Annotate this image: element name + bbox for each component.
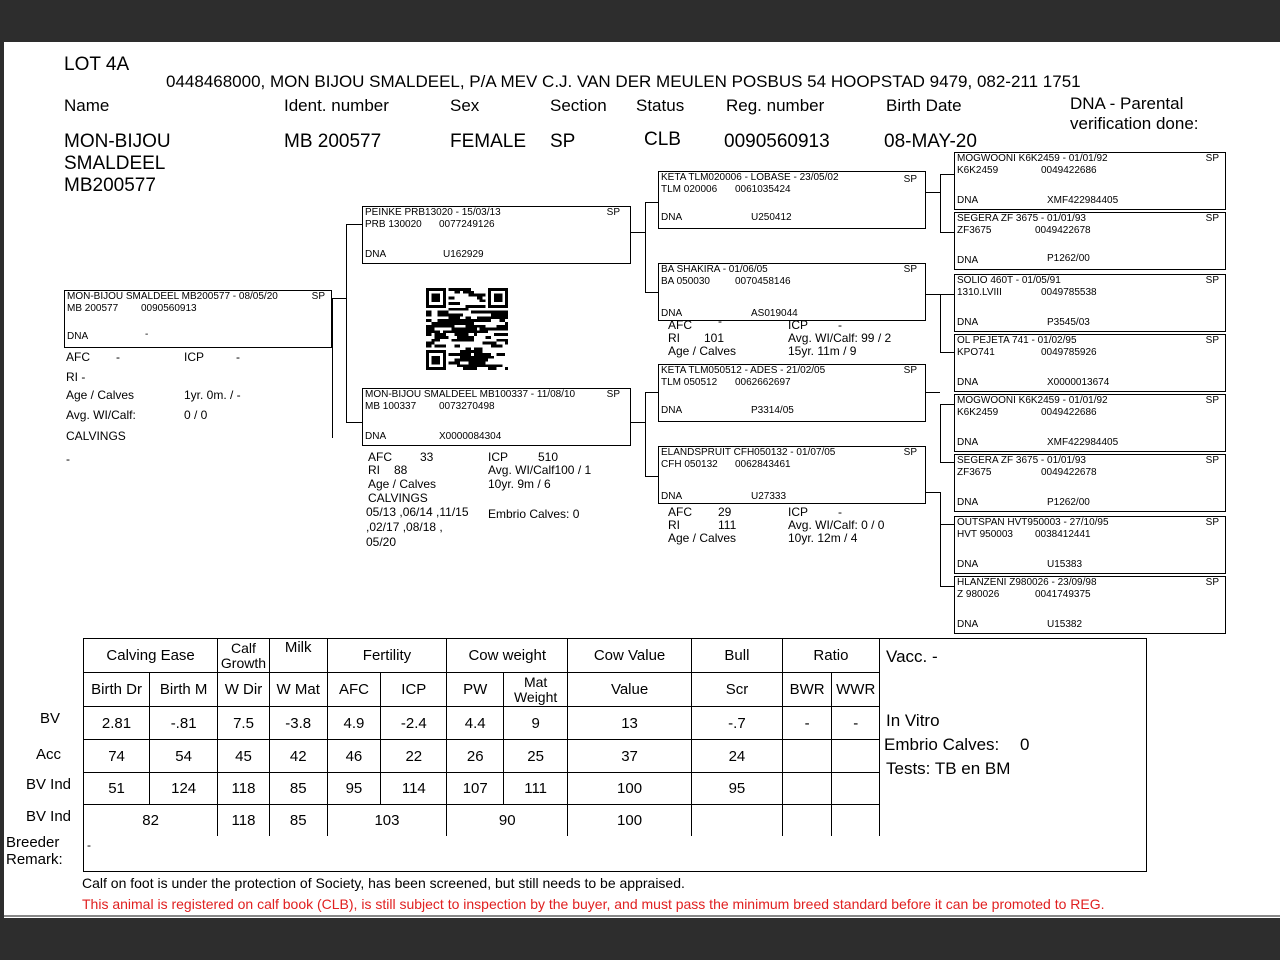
sire-reg: 0077249126 [439, 219, 495, 230]
cell: 74 [84, 740, 150, 773]
in-vitro-label: In Vitro [886, 711, 940, 730]
gp2-age-value: 15yr. 11m / 9 [788, 344, 857, 358]
cell [832, 740, 880, 773]
cell: 95 [327, 773, 381, 805]
great-grandparent-box-5 [954, 394, 1226, 452]
subject-avg-value: 0 / 0 [184, 408, 208, 422]
col-wwr: WWR [832, 673, 880, 707]
col-w-mat: W Mat [269, 673, 327, 707]
dam-dna-label: DNA [365, 431, 387, 442]
tests-label: Tests: TB en BM [886, 759, 1011, 778]
great-grandparent-box-8 [954, 576, 1226, 634]
connector [940, 174, 954, 175]
ggp3-ident: 1310.LVIII [957, 287, 1002, 298]
group-bull: Bull [692, 639, 783, 673]
ggp2-line1: SEGERA ZF 3675 - 01/01/93 [957, 213, 1086, 224]
gp4-ri-label: RI [668, 518, 680, 532]
ggp3-dna-label: DNA [957, 317, 979, 328]
cell: 100 [568, 773, 692, 805]
col-birth-dr: Birth Dr [84, 673, 150, 707]
subject-afc-label: AFC [66, 350, 90, 364]
animal-ident: MB 200577 [284, 131, 382, 152]
cell: 42 [269, 740, 327, 773]
gp1-reg: 0061035424 [735, 184, 791, 195]
cell: - [832, 707, 880, 740]
gp4-age-label: Age / Calves [668, 531, 737, 545]
gp4-afc-value: 29 [718, 505, 732, 519]
col-pw: PW [447, 673, 504, 707]
dam-calvings-1: 05/13 ,06/14 ,11/15 [366, 505, 469, 519]
sire-dna-label: DNA [365, 249, 387, 260]
ggp6-ident: ZF3675 [957, 467, 992, 478]
embrio-calves-value: 0 [1020, 735, 1030, 754]
label-status: Status [636, 96, 685, 115]
subject-reg: 0090560913 [141, 303, 197, 314]
row-bv [84, 707, 880, 740]
animal-sex: FEMALE [450, 131, 527, 152]
label-ident: Ident. number [284, 96, 389, 115]
vacc-label: Vacc. - [886, 647, 938, 666]
dam-box [362, 388, 631, 446]
gp3-line1: KETA TLM050512 - ADES - 21/02/05 [661, 365, 826, 376]
row-label-acc: Acc [36, 746, 62, 763]
dam-icp-label: ICP [488, 450, 509, 464]
great-grandparent-box-6 [954, 454, 1226, 512]
row-bv-ind-2 [84, 805, 880, 837]
gp3-ident: TLM 050512 [661, 377, 718, 388]
breeder-remark-value: - [87, 838, 91, 852]
cell: 107 [447, 773, 504, 805]
sire-box [362, 206, 631, 264]
group-calving-ease: Calving Ease [84, 639, 218, 673]
group-cow-weight: Cow weight [447, 639, 568, 673]
connector [926, 192, 940, 193]
gp4-line1: ELANDSPRUIT CFH050132 - 01/07/05 [661, 447, 836, 458]
cell: 45 [218, 740, 270, 773]
ggp5-dna-label: DNA [957, 437, 979, 448]
connector [940, 586, 954, 587]
group-calf-growth [218, 639, 270, 673]
label-birth: Birth Date [886, 96, 962, 115]
connector [645, 202, 646, 292]
connector [332, 298, 346, 299]
gp4-ident: CFH 050132 [661, 459, 718, 470]
gp4-afc-label: AFC [668, 505, 692, 519]
cell: 54 [150, 740, 218, 773]
ggp3-line1: SOLIO 460T - 01/05/91 [957, 275, 1061, 286]
cell: -2.4 [381, 707, 447, 740]
animal-name-2: SMALDEEL [64, 153, 166, 174]
label-sex: Sex [450, 96, 480, 115]
grandparent-box-1 [658, 171, 926, 229]
gp3-dna-label: DNA [661, 405, 683, 416]
col-scr: Scr [692, 673, 783, 707]
dam-calvings-3: 05/20 [366, 535, 397, 549]
qr-code-icon [424, 288, 510, 370]
sire-line1: PEINKE PRB13020 - 15/03/13 [365, 207, 501, 218]
gp1-ident: TLM 020006 [661, 184, 718, 195]
ggp5-ident: K6K2459 [957, 407, 999, 418]
vacc-box [880, 638, 1147, 838]
ggp7-reg: 0038412441 [1035, 529, 1091, 540]
cell [832, 773, 880, 805]
row-label-bv: BV [40, 710, 61, 727]
cell [782, 740, 832, 773]
ggp1-ident: K6K2459 [957, 165, 999, 176]
ggp5-dna-value: XMF422984405 [1047, 437, 1119, 448]
ggp1-dna-label: DNA [957, 195, 979, 206]
breeder-label-1: Breeder [6, 834, 60, 851]
row-label-bv-ind-2: BV Ind [26, 808, 72, 825]
gp2-ri-label: RI [668, 331, 680, 345]
cell: 118 [218, 805, 270, 837]
group-milk: Milk [269, 639, 327, 673]
dam-afc-label: AFC [368, 450, 392, 464]
ggp7-dna-value: U15383 [1047, 559, 1083, 570]
connector [926, 492, 940, 493]
gp1-dna-label: DNA [661, 212, 683, 223]
ggp6-reg: 0049422678 [1041, 467, 1097, 478]
connector [940, 404, 954, 405]
ggp1-sp: SP [1205, 153, 1219, 164]
dam-afc-value: 33 [420, 450, 434, 464]
ggp4-ident: KPO741 [957, 347, 995, 358]
label-dna-2: verification done: [1070, 114, 1199, 133]
animal-section: SP [550, 131, 576, 152]
ggp8-sp: SP [1205, 577, 1219, 588]
ggp2-ident: ZF3675 [957, 225, 992, 236]
subject-afc-value: - [116, 350, 120, 364]
gp4-dna-label: DNA [661, 491, 683, 502]
ggp6-line1: SEGERA ZF 3675 - 01/01/93 [957, 455, 1086, 466]
dam-embrio: Embrio Calves: 0 [488, 507, 580, 521]
dam-icp-value: 510 [538, 450, 559, 464]
connector [940, 462, 954, 463]
great-grandparent-box-3 [954, 274, 1226, 332]
connector [645, 392, 658, 393]
animal-birth: 08-MAY-20 [884, 131, 977, 152]
ggp1-line1: MOGWOONI K6K2459 - 01/01/92 [957, 153, 1108, 164]
cell: 22 [381, 740, 447, 773]
ggp8-line1: HLANZENI Z980026 - 23/09/98 [957, 577, 1097, 588]
sire-dna-value: U162929 [443, 249, 484, 260]
dam-ident: MB 100337 [365, 401, 417, 412]
connector [926, 294, 940, 295]
ggp3-reg: 0049785538 [1041, 287, 1097, 298]
subject-icp-value: - [236, 350, 240, 364]
cell: 90 [447, 805, 568, 837]
connector [940, 294, 954, 295]
gp2-afc-label: AFC [668, 318, 692, 332]
cell: 118 [218, 773, 270, 805]
gp2-line1: BA SHAKIRA - 01/06/05 [661, 264, 768, 275]
cell: 95 [692, 773, 783, 805]
dam-age-label: Age / Calves [368, 477, 437, 491]
animal-name-1: MON-BIJOU [64, 131, 171, 152]
ggp4-reg: 0049785926 [1041, 347, 1097, 358]
grandparent-box-2 [658, 263, 926, 321]
col-mat-weight [504, 673, 568, 707]
ggp7-dna-label: DNA [957, 559, 979, 570]
great-grandparent-box-1 [954, 152, 1226, 210]
gp2-reg: 0070458146 [735, 276, 791, 287]
gp1-sp: SP [903, 174, 917, 185]
sire-ident: PRB 130020 [365, 219, 422, 230]
ggp4-line1: OL PEJETA 741 - 01/02/95 [957, 335, 1077, 346]
breeder-label-2: Remark: [6, 851, 63, 868]
animal-reg: 0090560913 [724, 131, 830, 152]
subject-age-label: Age / Calves [66, 388, 135, 402]
gp4-avg: Avg. WI/Calf: 0 / 0 [788, 518, 885, 532]
subject-avg-label: Avg. WI/Calf: [66, 408, 136, 422]
dam-calvings-label: CALVINGS [368, 491, 428, 505]
col-value: Value [568, 673, 692, 707]
gp4-icp-label: ICP [788, 505, 809, 519]
owner-line: 0448468000, MON BIJOU SMALDEEL, P/A MEV C.J. VAN DER MEULEN POSBUS 54 HOOPSTAD 9479, 082-211 1751 [166, 72, 1081, 91]
cell [692, 805, 783, 837]
subject-dna-label: DNA [67, 331, 89, 342]
cell: 100 [568, 805, 692, 837]
cell: 46 [327, 740, 381, 773]
ggp8-reg: 0041749375 [1035, 589, 1091, 600]
subject-age-value: 1yr. 0m. / - [184, 388, 241, 402]
dam-avg: Avg. WI/Calf100 / 1 [488, 463, 592, 477]
cell: 124 [150, 773, 218, 805]
cell: 37 [568, 740, 692, 773]
cell: 111 [504, 773, 568, 805]
connector [940, 174, 941, 232]
connector [940, 492, 941, 586]
label-dna-1: DNA - Parental [1070, 94, 1184, 113]
gp2-ri-value: 101 [704, 331, 725, 345]
connector [940, 232, 954, 233]
cell: 25 [504, 740, 568, 773]
dam-line1: MON-BIJOU SMALDEEL MB100337 - 11/08/10 [365, 389, 576, 400]
mat-weight-2: Weight [513, 688, 558, 705]
ggp3-dna-value: P3545/03 [1047, 317, 1090, 328]
cell: 85 [269, 805, 327, 837]
ggp5-reg: 0049422686 [1041, 407, 1097, 418]
col-w-dir: W Dir [218, 673, 270, 707]
cell: -3.8 [269, 707, 327, 740]
animal-name-3: MB200577 [64, 175, 156, 196]
gp2-icp-value: - [838, 318, 842, 332]
cell: 103 [327, 805, 447, 837]
gp2-ident: BA 050030 [661, 276, 710, 287]
ggp5-line1: MOGWOONI K6K2459 - 01/01/92 [957, 395, 1108, 406]
breeder-remark-box [83, 836, 1147, 872]
footer-note: Calf on foot is under the protection of Society, has been screened, but still needs to be appraised. [82, 875, 685, 891]
cell: -.7 [692, 707, 783, 740]
connector [645, 476, 658, 477]
connector [940, 404, 941, 462]
connector [332, 298, 333, 438]
cell: -.81 [150, 707, 218, 740]
ggp4-dna-value: X0000013674 [1047, 377, 1110, 388]
cell [782, 805, 832, 837]
group-fertility: Fertility [327, 639, 447, 673]
col-icp: ICP [381, 673, 447, 707]
cell: 26 [447, 740, 504, 773]
cell: 82 [84, 805, 218, 837]
subject-dna-value: - [145, 329, 149, 340]
gp1-line1: KETA TLM020006 - LOBASE - 23/05/02 [661, 172, 839, 183]
grandparent-box-3 [658, 364, 926, 422]
ggp6-dna-value: P1262/00 [1047, 497, 1090, 508]
subject-line1: MON-BIJOU SMALDEEL MB200577 - 08/05/20 [67, 291, 278, 302]
subject-calvings-value: - [66, 452, 70, 466]
label-section: Section [550, 96, 607, 115]
cell: 51 [84, 773, 150, 805]
ggp8-dna-value: U15382 [1047, 619, 1083, 630]
dam-calvings-2: ,02/17 ,08/18 , [366, 520, 443, 534]
col-afc: AFC [327, 673, 381, 707]
ggp4-dna-label: DNA [957, 377, 979, 388]
gp1-dna-value: U250412 [751, 212, 792, 223]
ggp8-dna-label: DNA [957, 619, 979, 630]
ggp2-reg: 0049422678 [1035, 225, 1091, 236]
gp4-age-value: 10yr. 12m / 4 [788, 531, 858, 545]
gp4-dna-value: U27333 [751, 491, 787, 502]
ggp7-sp: SP [1205, 517, 1219, 528]
connector [940, 524, 954, 525]
subject-calvings-label: CALVINGS [66, 429, 126, 443]
subject-ident: MB 200577 [67, 303, 119, 314]
connector [346, 224, 347, 422]
connector [346, 422, 362, 423]
calf-growth-2: Growth [220, 654, 267, 671]
connector [645, 292, 658, 293]
cell: 4.4 [447, 707, 504, 740]
ggp1-reg: 0049422686 [1041, 165, 1097, 176]
dam-age-value: 10yr. 9m / 6 [488, 477, 551, 491]
ggp6-sp: SP [1205, 455, 1219, 466]
mat-weight-1: Mat [523, 673, 548, 690]
dam-ri-label: RI [368, 463, 380, 477]
cell: 9 [504, 707, 568, 740]
ggp2-sp: SP [1205, 213, 1219, 224]
sire-sp: SP [606, 207, 620, 218]
ggp8-ident: Z 980026 [957, 589, 1000, 600]
embrio-calves-label: Embrio Calves: [884, 735, 1000, 754]
great-grandparent-box-4 [954, 334, 1226, 392]
lot-number: LOT 4A [64, 54, 130, 75]
cell [782, 773, 832, 805]
col-birth-m: Birth M [150, 673, 218, 707]
footer-warning: This animal is registered on calf book (CLB), is still subject to inspection by the buyer, and must pass the minimum breed standard before it can be promoted to REG. [82, 896, 1105, 912]
dam-reg: 0073270498 [439, 401, 495, 412]
connector [645, 202, 658, 203]
great-grandparent-box-7 [954, 516, 1226, 574]
ggp4-sp: SP [1205, 335, 1219, 346]
subject-sp: SP [311, 291, 325, 302]
dam-sp: SP [606, 389, 620, 400]
gp4-sp: SP [903, 447, 917, 458]
gp2-sp: SP [903, 264, 917, 275]
gp2-icp-label: ICP [788, 318, 809, 332]
label-name: Name [64, 96, 110, 115]
great-grandparent-box-2 [954, 212, 1226, 270]
cell [832, 805, 880, 837]
cell: 13 [568, 707, 692, 740]
subject-ri: RI - [66, 370, 86, 384]
cell: 7.5 [218, 707, 270, 740]
ggp7-line1: OUTSPAN HVT950003 - 27/10/95 [957, 517, 1109, 528]
calf-growth-1: Calf [231, 639, 256, 656]
row-bv-ind [84, 773, 880, 805]
ggp7-ident: HVT 950003 [957, 529, 1013, 540]
ggp2-dna-value: P1262/00 [1047, 253, 1090, 264]
gp3-reg: 0062662697 [735, 377, 791, 388]
pedigree-sheet [4, 42, 1280, 918]
cell: 2.81 [84, 707, 150, 740]
cell: - [782, 707, 832, 740]
cell: 4.9 [327, 707, 381, 740]
group-cow-value: Cow Value [568, 639, 692, 673]
cell: 114 [381, 773, 447, 805]
ggp1-dna-value: XMF422984405 [1047, 195, 1119, 206]
gp2-afc-value: - [718, 314, 722, 328]
gp2-dna-label: DNA [661, 308, 683, 319]
grandparent-box-4 [658, 446, 926, 504]
bottom-rule [4, 915, 1280, 917]
gp4-reg: 0062843461 [735, 459, 791, 470]
ggp2-dna-label: DNA [957, 255, 979, 266]
connector [926, 392, 940, 393]
gp2-avg: Avg. WI/Calf: 99 / 2 [788, 331, 892, 345]
ggp5-sp: SP [1205, 395, 1219, 406]
connector [645, 392, 646, 476]
group-ratio: Ratio [782, 639, 879, 673]
gp2-dna-value: AS019044 [751, 308, 798, 319]
gp2-age-label: Age / Calves [668, 344, 737, 358]
gp3-dna-value: P3314/05 [751, 405, 794, 416]
cell: 24 [692, 740, 783, 773]
connector [631, 232, 645, 233]
connector [631, 422, 645, 423]
subject-icp-label: ICP [184, 350, 205, 364]
subject-box [64, 290, 332, 348]
ggp6-dna-label: DNA [957, 497, 979, 508]
connector [940, 294, 941, 352]
dam-dna-value: X0000084304 [439, 431, 502, 442]
ggp3-sp: SP [1205, 275, 1219, 286]
connector [940, 352, 954, 353]
dam-ri-value: 88 [394, 463, 408, 477]
animal-status: CLB [644, 129, 681, 150]
row-label-bv-ind: BV Ind [26, 776, 72, 793]
row-acc [84, 740, 880, 773]
breeding-values-table [83, 638, 880, 837]
gp4-ri-value: 111 [718, 518, 737, 532]
gp4-icp-value: - [838, 505, 842, 519]
col-bwr: BWR [782, 673, 832, 707]
connector [346, 224, 362, 225]
label-reg: Reg. number [726, 96, 825, 115]
cell: 85 [269, 773, 327, 805]
gp3-sp: SP [903, 365, 917, 376]
